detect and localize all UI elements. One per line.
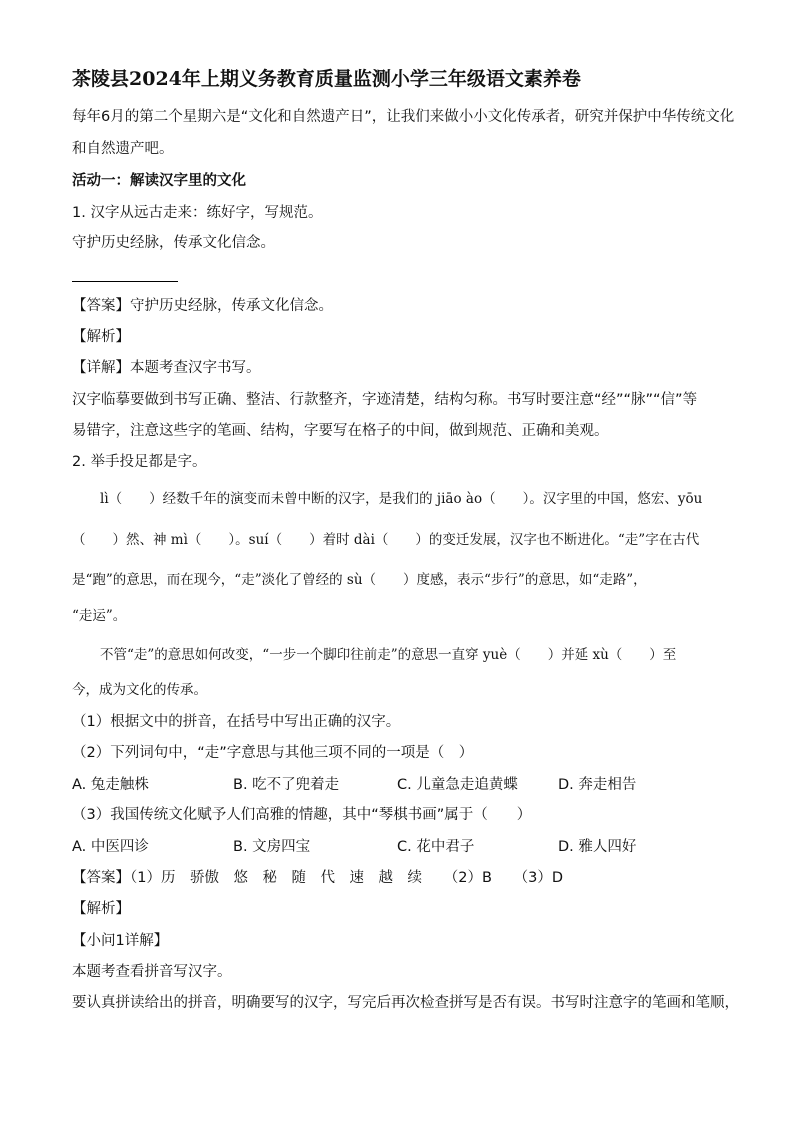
page-title: 茶陵县2024年上期义务教育质量监测小学三年级语文素养卷 — [72, 68, 581, 90]
q2-passage-line-3: 是“跑”的意思，而在现今，“走”淡化了曾经的 sù（ ）度感，表示“步行”的意思，如“走路”， — [72, 572, 647, 588]
q2-sub2: （2）下列词句中，“走”字意思与其他三项不同的一项是（ ） — [72, 745, 474, 761]
answer-divider — [72, 281, 178, 282]
q2-small1-explain: 要认真拼读给出的拼音，明确要写的汉字，写完后再次检查拼写是否有误。书写时注意字的笔画和笔顺， — [72, 995, 739, 1011]
sub2-option-a: A. 兔走触株 — [72, 777, 149, 793]
q1-explain-2: 易错字，注意这些字的笔画、结构，字要写在格子的中间，做到规范、正确和美观。 — [72, 423, 609, 439]
q1-detail: 【详解】本题考查汉字书写。 — [72, 360, 261, 376]
sub2-option-d: D. 奔走相告 — [558, 777, 637, 793]
sub2-option-b: B. 吃不了兜着走 — [233, 777, 340, 793]
q2-passage-line-2: （ ）然、神 mì（ ）。suí（ ）着时 dài（ ）的变迁发展，汉字也不断进化。“走”字在古代 — [72, 532, 700, 548]
sub2-option-c: C. 儿童急走追黄蝶 — [397, 777, 518, 793]
intro-line-2: 和自然遗产吧。 — [72, 141, 174, 157]
q2-sub3: （3）我国传统文化赋予人们高雅的情趣，其中“琴棋书画”属于（ ） — [72, 807, 532, 823]
q2-answer — [72, 868, 563, 888]
sub3-option-c: C. 花中君子 — [397, 839, 475, 855]
q2-answer-text: （1）历 骄傲 悠 秘 随 代 速 越 续 （2）B （3）D — [130, 870, 564, 886]
q1-text: 守护历史经脉，传承文化信念。 — [72, 235, 275, 251]
q2-small1-text: 本题考查看拼音写汉字。 — [72, 964, 232, 980]
activity-heading: 活动一：解读汉字里的文化 — [72, 173, 246, 189]
q2-passage-line-1: lì（ ）经数千年的演变而未曾中断的汉字，是我们的 jiāo ào（ ）。汉字里的中国，悠宏、yōu — [100, 491, 703, 507]
sub3-option-d: D. 雅人四好 — [558, 839, 637, 855]
q2-analysis-label: 【解析】 — [72, 901, 130, 917]
q2-stem: 2. 举手投足都是字。 — [72, 454, 207, 470]
q2-passage-line-4: “走运”。 — [72, 608, 127, 624]
q1-answer: 【答案】守护历史经脉，传承文化信念。 — [72, 298, 333, 314]
q1-stem: 1. 汉字从远古走来：练好字，写规范。 — [72, 205, 323, 221]
q1-analysis-label: 【解析】 — [72, 329, 130, 345]
q1-explain-1: 汉字临摹要做到书写正确、整洁、行款整齐，字迹清楚，结构匀称。书写时要注意“经”“脉”“信”等 — [72, 392, 698, 408]
q2-sub1: （1）根据文中的拼音，在括号中写出正确的汉字。 — [72, 714, 401, 730]
sub3-option-b: B. 文房四宝 — [233, 839, 311, 855]
q2-passage-line-6: 今，成为文化的传承。 — [72, 682, 207, 698]
q2-answer-label: 【答案】 — [72, 870, 130, 886]
intro-line-1: 每年6月的第二个星期六是“文化和自然遗产日”，让我们来做小小文化传承者，研究并保护中华传统文化 — [72, 109, 735, 125]
q2-passage-line-5: 不管“走”的意思如何改变，“一步一个脚印往前走”的意思一直穿 yuè（ ）并延 xù（ ）至 — [100, 647, 677, 663]
q2-small1-heading: 【小问1详解】 — [72, 933, 169, 949]
sub3-option-a: A. 中医四诊 — [72, 839, 149, 855]
